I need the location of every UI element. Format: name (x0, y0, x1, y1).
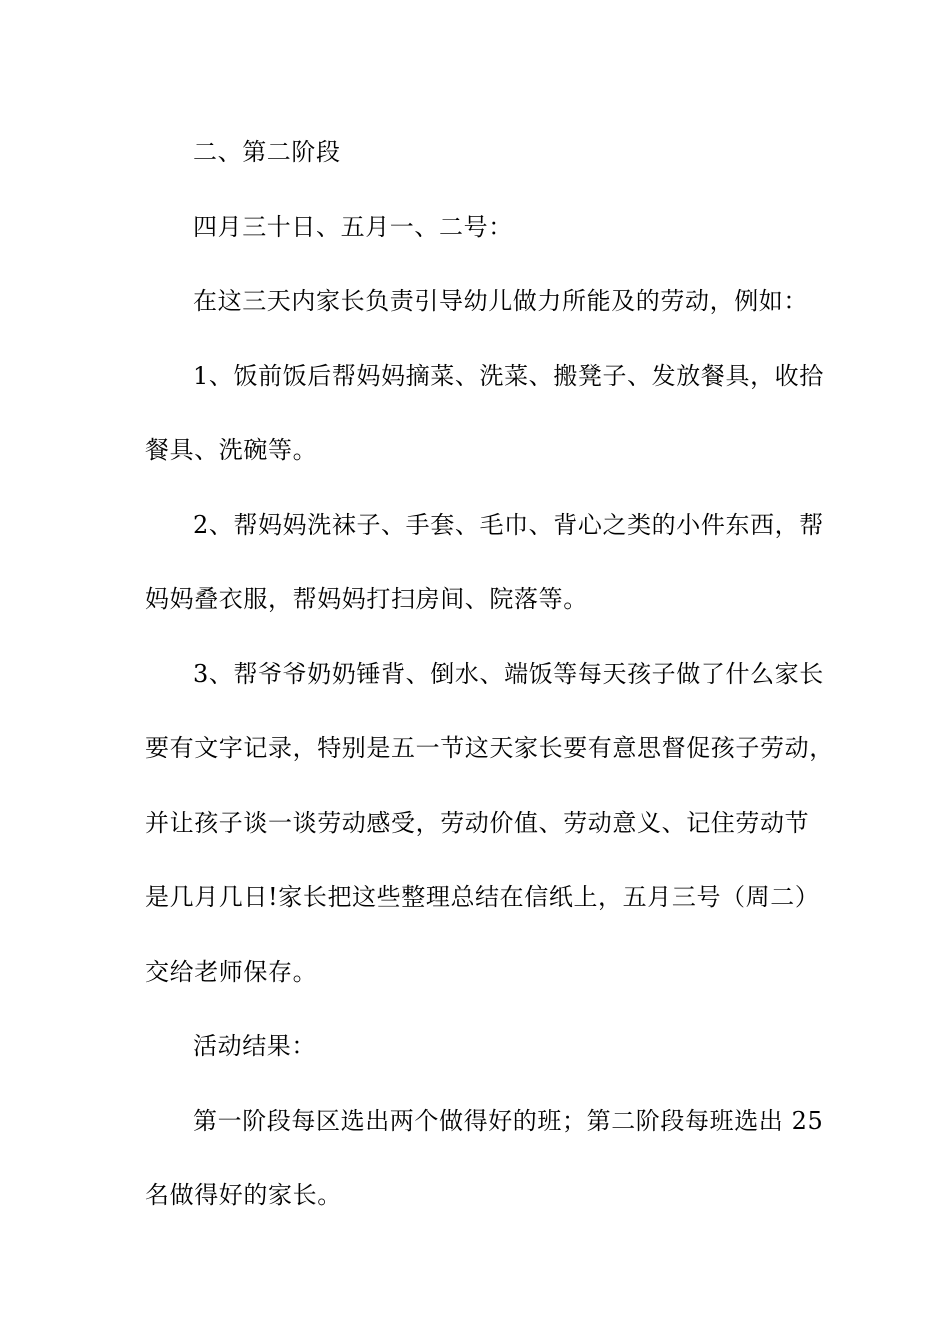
list-item-2-line: 2、帮妈妈洗袜子、手套、毛巾、背心之类的小件东西，帮 (193, 511, 824, 539)
list-item-3-continuation: 要有文字记录，特别是五一节这天家长要有意思督促孩子劳动， (145, 734, 834, 762)
date-line: 四月三十日、五月一、二号： (193, 213, 513, 241)
results-heading: 活动结果： (193, 1032, 316, 1060)
list-item-2-continuation: 妈妈叠衣服，帮妈妈打扫房间、院落等。 (145, 585, 588, 613)
list-item-3-continuation: 交给老师保存。 (145, 958, 318, 986)
list-item-3-line: 3、帮爷爷奶奶锤背、倒水、端饭等每天孩子做了什么家长 (193, 660, 824, 688)
results-continuation: 名做得好的家长。 (145, 1181, 342, 1209)
list-item-3-continuation: 并让孩子谈一谈劳动感受，劳动价值、劳动意义、记住劳动节 (145, 809, 810, 837)
section-heading: 二、第二阶段 (193, 138, 341, 166)
list-item-1-line: 1、饭前饭后帮妈妈摘菜、洗菜、搬凳子、发放餐具，收拾 (193, 362, 824, 390)
list-item-1-continuation: 餐具、洗碗等。 (145, 436, 318, 464)
list-item-3-continuation: 是几月几日!家长把这些整理总结在信纸上，五月三号（周二） (145, 883, 820, 911)
results-line: 第一阶段每区选出两个做得好的班；第二阶段每班选出 25 (193, 1107, 824, 1135)
paragraph-line: 在这三天内家长负责引导幼儿做力所能及的劳动，例如： (193, 287, 808, 315)
